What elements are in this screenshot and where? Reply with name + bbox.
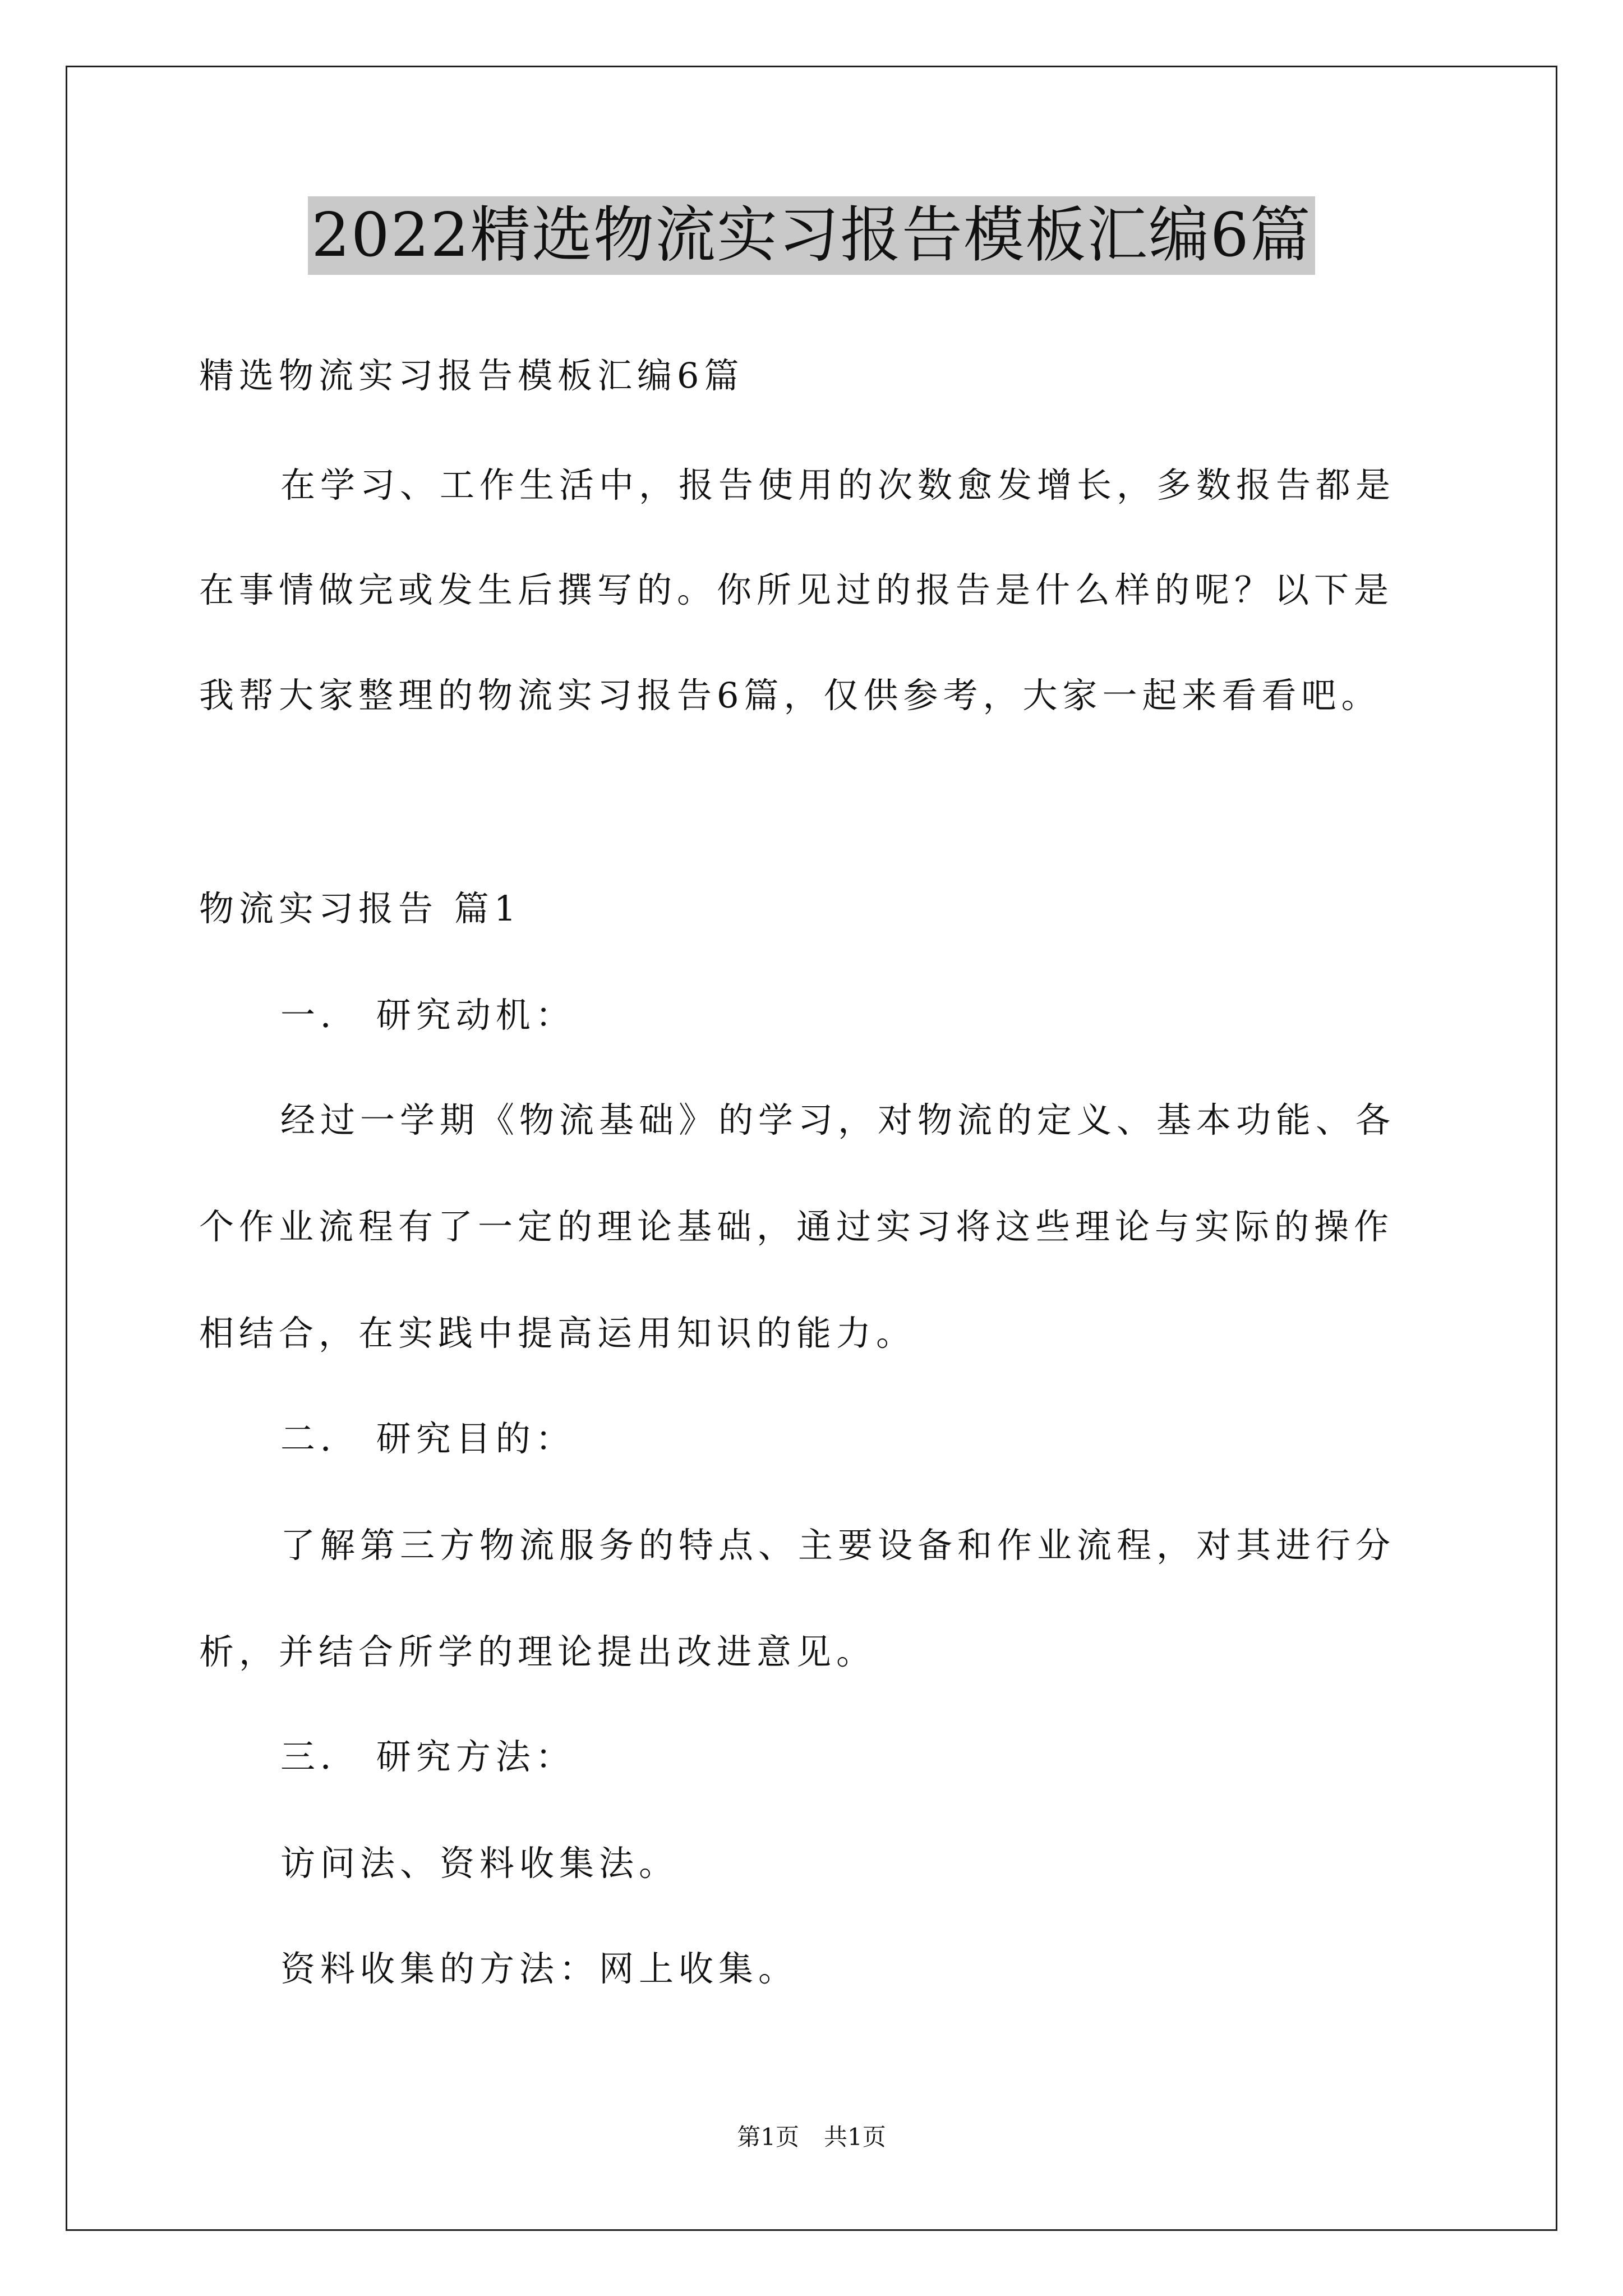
paragraph-line: 经过一学期《物流基础》的学习，对物流的定义、基本功能、各 bbox=[280, 1099, 1396, 1140]
paragraph-line: 个作业流程有了一定的理论基础，通过实习将这些理论与实际的操作 bbox=[199, 1206, 1394, 1247]
document-title: 2022精选物流实习报告模板汇编6篇 bbox=[308, 196, 1315, 275]
section-heading: 物流实习报告 篇1 bbox=[199, 888, 522, 929]
paragraph-line: 了解第三方物流服务的特点、主要设备和作业流程，对其进行分 bbox=[280, 1525, 1396, 1566]
heading-research-method: 三． 研究方法： bbox=[280, 1736, 575, 1777]
document-subtitle: 精选物流实习报告模板汇编6篇 bbox=[199, 355, 744, 396]
intro-line-3: 我帮大家整理的物流实习报告6篇，仅供参考，大家一起来看看吧。 bbox=[199, 675, 1381, 716]
paragraph-line: 访问法、资料收集法。 bbox=[280, 1843, 679, 1884]
page-total: 共1页 bbox=[824, 2123, 886, 2151]
page-footer bbox=[0, 2123, 1623, 2151]
paragraph-line: 资料收集的方法：网上收集。 bbox=[280, 1948, 799, 1989]
title-container bbox=[0, 196, 1623, 275]
paragraph-line: 相结合，在实践中提高运用知识的能力。 bbox=[199, 1313, 916, 1354]
page-number: 第1页 bbox=[737, 2123, 799, 2151]
intro-line-1: 在学习、工作生活中，报告使用的次数愈发增长，多数报告都是 bbox=[280, 464, 1396, 505]
heading-research-purpose: 二． 研究目的： bbox=[280, 1418, 575, 1459]
intro-line-2: 在事情做完或发生后撰写的。你所见过的报告是什么样的呢？以下是 bbox=[199, 569, 1394, 610]
heading-research-motivation: 一． 研究动机： bbox=[280, 995, 575, 1036]
paragraph-line: 析，并结合所学的理论提出改进意见。 bbox=[199, 1631, 877, 1672]
